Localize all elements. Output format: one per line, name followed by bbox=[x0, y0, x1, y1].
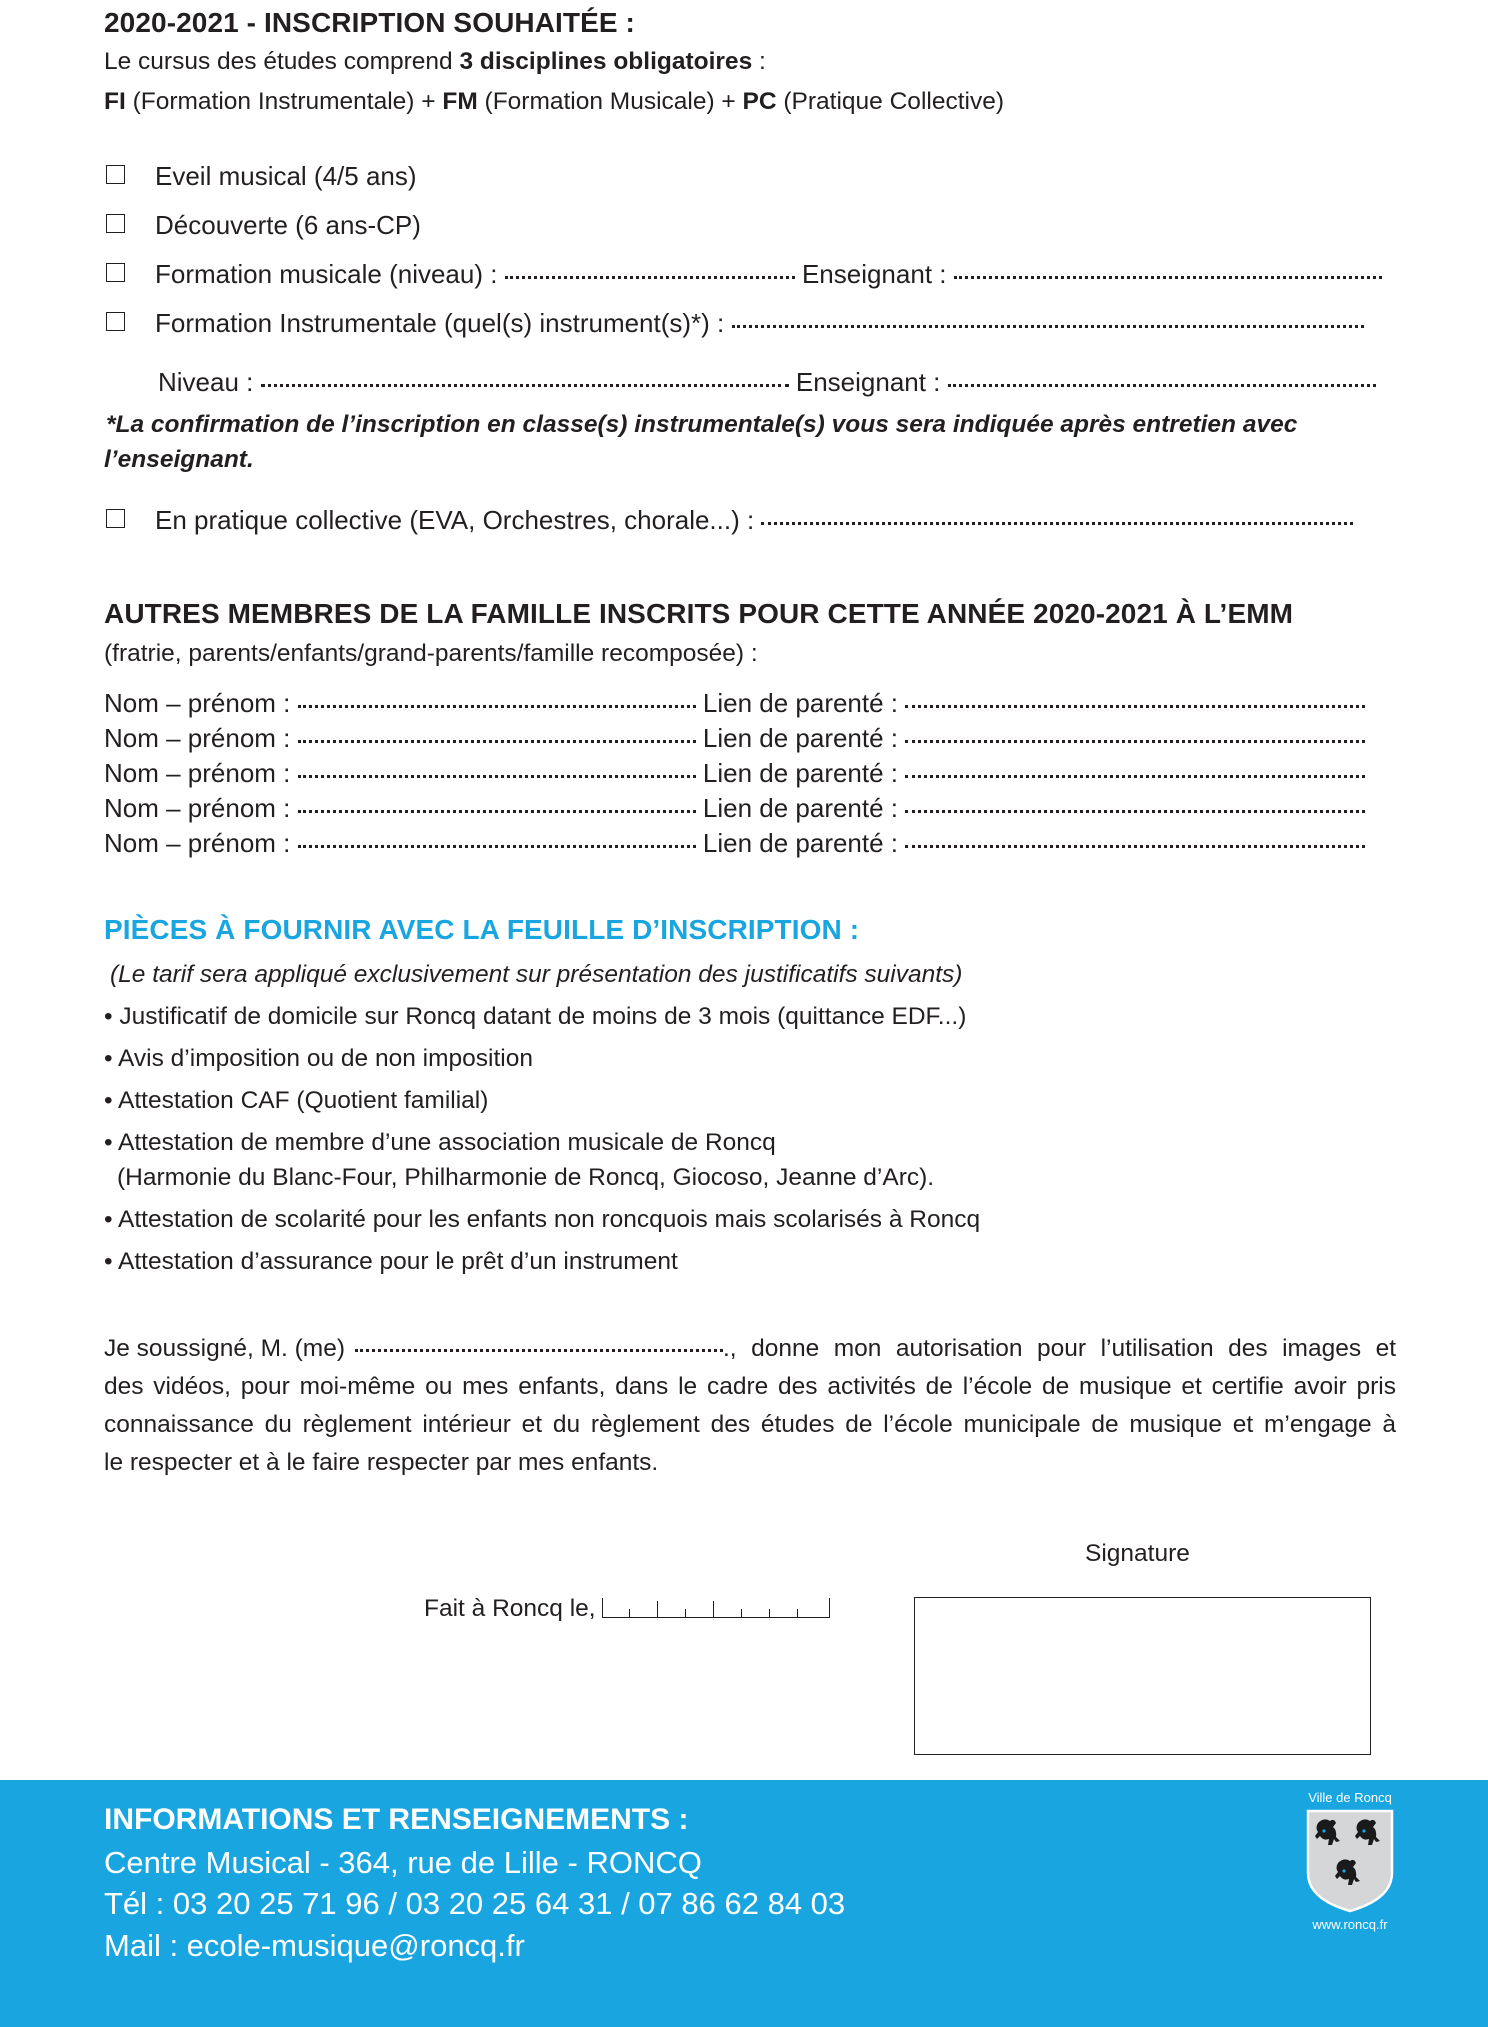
relation-label: Lien de parenté : bbox=[702, 723, 899, 753]
intro-bold: 3 disciplines obligatoires bbox=[459, 48, 753, 75]
document-item: • Attestation de membre d’une association musicale de Roncq bbox=[104, 1129, 776, 1156]
family-row bbox=[104, 757, 1365, 789]
relation-field[interactable] bbox=[905, 705, 1365, 708]
fi-checkbox[interactable] bbox=[106, 312, 125, 331]
eveil-label: Eveil musical (4/5 ans) bbox=[155, 161, 417, 191]
family-row bbox=[104, 722, 1365, 754]
fm-checkbox[interactable] bbox=[106, 263, 125, 282]
documents-subtitle: (Le tarif sera appliqué exclusivement sur présentation des justificatifs suivants) bbox=[110, 961, 963, 988]
fi-label: Formation Instrumentale (quel(s) instrument(s)*) : bbox=[155, 308, 725, 338]
document-item: • Justificatif de domicile sur Roncq datant de moins de 3 mois (quittance EDF...) bbox=[104, 1003, 967, 1030]
fm-level-field[interactable] bbox=[505, 276, 795, 279]
footer-mail: Mail : ecole-musique@roncq.fr bbox=[104, 1928, 525, 1963]
name-field[interactable] bbox=[298, 705, 696, 708]
relation-label: Lien de parenté : bbox=[702, 828, 899, 858]
fi-text: (Formation Instrumentale) + bbox=[125, 88, 443, 115]
name-field[interactable] bbox=[298, 810, 696, 813]
consent-line1 bbox=[104, 1333, 1396, 1365]
name-label: Nom – prénom : bbox=[104, 758, 291, 788]
name-label: Nom – prénom : bbox=[104, 688, 291, 718]
family-row bbox=[104, 827, 1365, 859]
name-label: Nom – prénom : bbox=[104, 828, 291, 858]
signature-label: Signature bbox=[1085, 1540, 1190, 1567]
fi-instrument-field[interactable] bbox=[732, 325, 1364, 328]
consent-line3: connaissance du règlement intérieur et du règlement des études de l’école municipale de musique et m’engage à bbox=[104, 1411, 1396, 1438]
pc-row bbox=[155, 504, 1353, 536]
inscription-intro bbox=[104, 46, 766, 78]
relation-field[interactable] bbox=[905, 775, 1365, 778]
consent-line4: le respecter et à le faire respecter par mes enfants. bbox=[104, 1449, 659, 1476]
name-field[interactable] bbox=[298, 845, 696, 848]
pc-text: (Pratique Collective) bbox=[776, 88, 1004, 115]
relation-field[interactable] bbox=[905, 810, 1365, 813]
intro-post: : bbox=[752, 48, 766, 75]
pc-field[interactable] bbox=[761, 522, 1353, 525]
family-row bbox=[104, 792, 1365, 824]
fm-text: (Formation Musicale) + bbox=[477, 88, 743, 115]
document-item: • Attestation de scolarité pour les enfants non roncquois mais scolarisés à Roncq bbox=[104, 1206, 981, 1233]
consent-post: ., donne mon autorisation pour l’utilisation des images et bbox=[723, 1335, 1396, 1362]
intro-pre: Le cursus des études comprend bbox=[104, 48, 460, 75]
disciplines-line bbox=[104, 86, 1004, 118]
documents-title: PIÈCES À FOURNIR AVEC LA FEUILLE D’INSCRIPTION : bbox=[104, 914, 860, 945]
relation-field[interactable] bbox=[905, 845, 1365, 848]
pc-abbr: PC bbox=[742, 88, 777, 115]
consent-line2: des vidéos, pour moi-même ou mes enfants, dans le cadre des activités de l’école de musique et certifie avoir pris bbox=[104, 1373, 1396, 1400]
family-row bbox=[104, 687, 1365, 719]
logo-top-text: Ville de Roncq bbox=[1308, 1790, 1392, 1805]
name-label: Nom – prénom : bbox=[104, 793, 291, 823]
roncq-coat-of-arms-icon bbox=[1304, 1807, 1396, 1915]
footer-title: INFORMATIONS ET RENSEIGNEMENTS : bbox=[104, 1803, 689, 1836]
fi-row bbox=[155, 307, 1364, 339]
inscription-title: 2020-2021 - INSCRIPTION SOUHAITÉE : bbox=[104, 7, 635, 38]
signature-box[interactable] bbox=[914, 1597, 1371, 1755]
place-date-label: Fait à Roncq le, bbox=[424, 1595, 596, 1622]
relation-label: Lien de parenté : bbox=[702, 688, 899, 718]
relation-label: Lien de parenté : bbox=[702, 793, 899, 823]
fm-abbr: FM bbox=[442, 88, 478, 115]
footer bbox=[0, 1780, 1488, 2027]
niveau-label: Niveau : bbox=[158, 367, 254, 397]
niveau-field[interactable] bbox=[261, 384, 789, 387]
footer-phone: Tél : 03 20 25 71 96 / 03 20 25 64 31 / 07 86 62 84 03 bbox=[104, 1886, 846, 1921]
confirmation-note-line2: l’enseignant. bbox=[104, 446, 254, 473]
date-field[interactable] bbox=[602, 1598, 830, 1618]
footer-address: Centre Musical - 364, rue de Lille - RONCQ bbox=[104, 1845, 702, 1880]
decouverte-checkbox[interactable] bbox=[106, 214, 125, 233]
document-item: • Attestation d’assurance pour le prêt d’un instrument bbox=[104, 1248, 678, 1275]
document-item: • Attestation CAF (Quotient familial) bbox=[104, 1087, 489, 1114]
pc-label: En pratique collective (EVA, Orchestres, chorale...) : bbox=[155, 505, 755, 535]
confirmation-note-line1: *La confirmation de l’inscription en classe(s) instrumentale(s) vous sera indiquée après entretien avec bbox=[106, 411, 1298, 438]
name-field[interactable] bbox=[298, 775, 696, 778]
consent-pre: Je soussigné, M. (me) bbox=[104, 1335, 345, 1362]
fm-row bbox=[155, 258, 1382, 290]
logo-url-text: www.roncq.fr bbox=[1312, 1917, 1388, 1932]
eveil-checkbox[interactable] bbox=[106, 165, 125, 184]
decouverte-label: Découverte (6 ans-CP) bbox=[155, 210, 421, 240]
fi-abbr: FI bbox=[104, 88, 126, 115]
fm-teacher-label: Enseignant : bbox=[801, 259, 947, 289]
name-field[interactable] bbox=[298, 740, 696, 743]
family-subtitle: (fratrie, parents/enfants/grand-parents/famille recomposée) : bbox=[104, 640, 758, 667]
document-item: • Avis d’imposition ou de non imposition bbox=[104, 1045, 533, 1072]
relation-field[interactable] bbox=[905, 740, 1365, 743]
niveau-teacher-label: Enseignant : bbox=[795, 367, 941, 397]
name-label: Nom – prénom : bbox=[104, 723, 291, 753]
niveau-row bbox=[158, 366, 1376, 398]
niveau-teacher-field[interactable] bbox=[948, 384, 1376, 387]
fm-teacher-field[interactable] bbox=[954, 276, 1382, 279]
document-item-continued: (Harmonie du Blanc-Four, Philharmonie de Roncq, Giocoso, Jeanne d’Arc). bbox=[117, 1164, 935, 1191]
consent-name-field[interactable] bbox=[355, 1349, 723, 1352]
relation-label: Lien de parenté : bbox=[702, 758, 899, 788]
pc-checkbox[interactable] bbox=[106, 509, 125, 528]
family-title: AUTRES MEMBRES DE LA FAMILLE INSCRITS POUR CETTE ANNÉE 2020-2021 À L’EMM bbox=[104, 598, 1294, 629]
fm-label: Formation musicale (niveau) : bbox=[155, 259, 498, 289]
